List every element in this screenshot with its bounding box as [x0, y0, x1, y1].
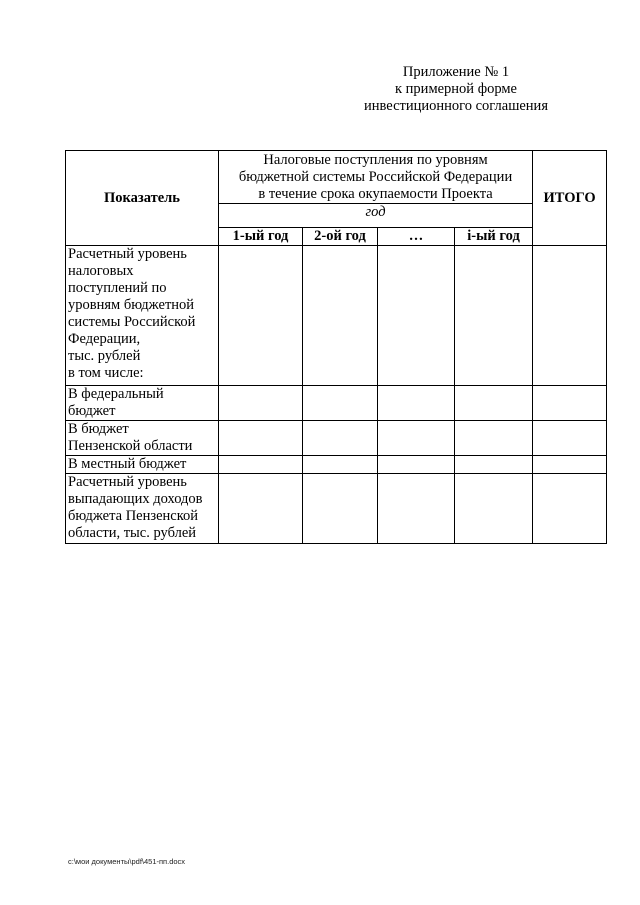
table-cell: [378, 421, 455, 456]
document-path-footer: c:\мои документы\pdf\451-пп.docx: [68, 857, 186, 866]
row-label-line: В местный бюджет: [68, 456, 187, 472]
row-label-line: Расчетный уровень: [68, 246, 187, 262]
row-label-line: поступлений по: [68, 280, 167, 296]
row-label-line: выпадающих доходов: [68, 491, 203, 507]
table-cell: [533, 246, 607, 386]
row-label-line: Расчетный уровень: [68, 474, 187, 490]
header-year-ellipsis: …: [378, 228, 455, 246]
table-cell: [378, 246, 455, 386]
table-cell: [533, 386, 607, 421]
header-year-2: 2-ой год: [303, 228, 378, 246]
table-row: [66, 386, 607, 421]
table-cell: [533, 456, 607, 474]
appendix-header: [326, 64, 586, 115]
table-cell: [219, 421, 303, 456]
table-cell: [378, 386, 455, 421]
row-label-line: уровням бюджетной: [68, 297, 195, 313]
table-cell: [455, 421, 533, 456]
row-label-line: в том числе:: [68, 365, 144, 381]
table-row: [66, 474, 607, 544]
table-cell: [378, 456, 455, 474]
header-total: ИТОГО: [533, 151, 607, 246]
row-label-line: области, тыс. рублей: [68, 525, 197, 541]
table-cell: [455, 474, 533, 544]
table-cell: [303, 386, 378, 421]
table-cell: [303, 456, 378, 474]
table-cell: [303, 474, 378, 544]
row-label-lost-revenue: [66, 474, 219, 544]
table-cell: [533, 421, 607, 456]
row-label-regional: [66, 421, 219, 456]
table-cell: [455, 386, 533, 421]
row-label-line: системы Российской: [68, 314, 196, 330]
header-year-1: 1-ый год: [219, 228, 303, 246]
table-cell: [533, 474, 607, 544]
header-tax-line: бюджетной системы Российской Федерации: [238, 169, 513, 185]
table-cell: [303, 246, 378, 386]
table-cell: [455, 456, 533, 474]
table-cell: [378, 474, 455, 544]
header-indicator: Показатель: [66, 151, 219, 246]
header-tax-line: Налоговые поступления по уровням: [263, 152, 488, 168]
row-label-line: налоговых: [68, 263, 134, 279]
table-cell: [303, 421, 378, 456]
row-label-total-tax: [66, 246, 219, 386]
tax-revenue-table: [65, 150, 607, 544]
table-row: [66, 421, 607, 456]
row-label-line: бюджет: [68, 403, 116, 419]
header-year: год: [219, 204, 533, 228]
header-tax-line: в течение срока окупаемости Проекта: [258, 186, 493, 202]
row-label-line: В федеральный: [68, 386, 164, 402]
row-label-line: Пензенской области: [68, 438, 193, 454]
appendix-form-ref: к примерной форме: [395, 81, 517, 97]
row-label-federal: [66, 386, 219, 421]
appendix-number: Приложение № 1: [402, 64, 510, 80]
table-cell: [219, 474, 303, 544]
row-label-line: В бюджет: [68, 421, 129, 437]
table-cell: [219, 386, 303, 421]
row-label-line: тыс. рублей: [68, 348, 141, 364]
row-label-line: бюджета Пензенской: [68, 508, 199, 524]
appendix-agreement-ref: инвестиционного соглашения: [364, 98, 548, 114]
table-row: [66, 246, 607, 386]
header-year-i: i-ый год: [455, 228, 533, 246]
table-cell: [219, 246, 303, 386]
row-label-line: Федерации,: [68, 331, 141, 347]
row-label-local: [66, 456, 219, 474]
table-cell: [219, 456, 303, 474]
header-tax-revenues: [219, 151, 533, 204]
table-cell: [455, 246, 533, 386]
table-row: [66, 456, 607, 474]
